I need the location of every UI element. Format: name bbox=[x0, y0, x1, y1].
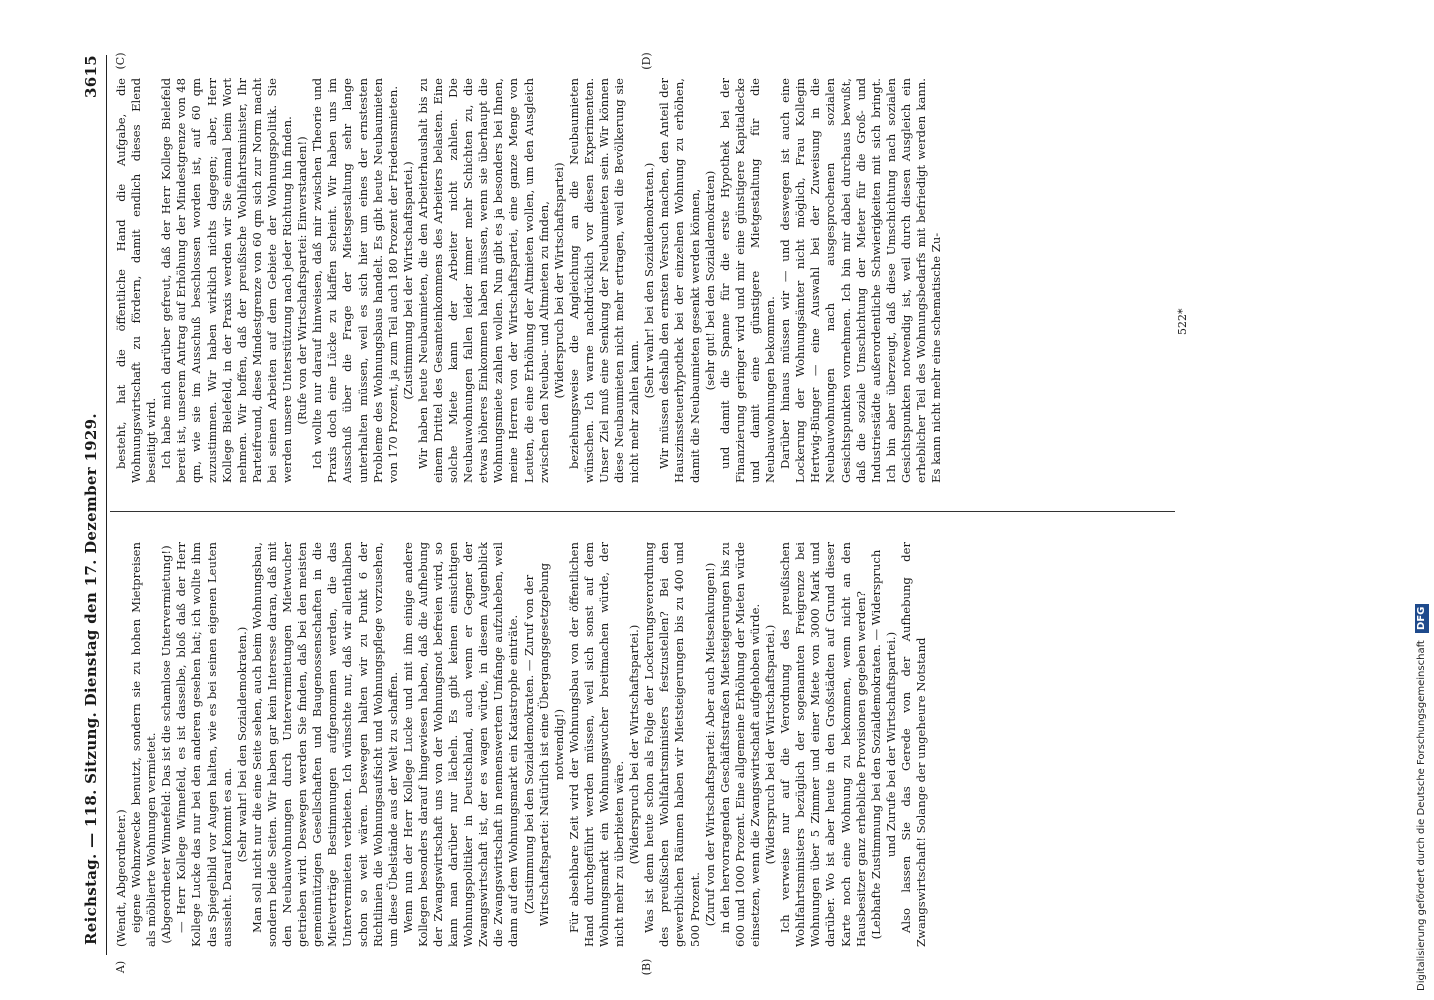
margin-marker-a: A) bbox=[114, 960, 127, 974]
paragraph: und damit die Spanne für die erste Hypothek bei der Finanzierung geringer wird und mir eine günstigere Kapitaldecke und damit eine günstigere Mietgestaltung für die Neubauwohnungen bekommen. bbox=[717, 78, 778, 483]
interjection: (Zustimmung bei den Sozialdemokraten. — Zuruf von der Wirtschaftspartei: Natürlich ist eine Übergangsgesetzgebung notwendig!) bbox=[521, 562, 566, 927]
paragraph: eigene Wohnzwecke benutzt, sondern sie zu hohen Mietpreisen als möblierte Wohnungen vermietet. bbox=[129, 542, 159, 947]
interjection: (Widerspruch bei der Wirtschaftspartei.) bbox=[627, 624, 642, 865]
interjection: (sehr gut! bei den Sozialdemokraten) bbox=[702, 170, 717, 391]
paragraph: Wenn nun der Herr Kollege Lucke und mit ihm einige andere Kollegen besonders darauf hingewiesen haben, daß die Aufhebung der Zwangswirtschaft uns von der Wohnungsnot befreien wird, so kann man darüber nur lächeln. Es gibt keinen einsichtigen Wohnungspolitiker in Deutschland, auch wenn er Gegner der Zwangswirtschaft ist, der es wagen würde, in diesem Augenblick die Zwangswirtschaft in nennenswertem Umfange aufzuheben, weil dann auf dem Wohnungsmarkt ein Katastrophe einträte. bbox=[400, 542, 521, 947]
header-title: Reichstag. — 118. Sitzung. Dienstag den 17. Dezember 1929. bbox=[82, 413, 100, 945]
margin-marker-b: (B) bbox=[640, 958, 653, 976]
signature-mark: 522* bbox=[1176, 308, 1189, 335]
margin-marker-c: (C) bbox=[114, 52, 127, 70]
paragraph: Darüber hinaus müssen wir — und deswegen ist auch eine Lockerung der Wohnungsämter nicht möglich, Frau Kollegin Hertwig-Bünger — eine Auswahl bei der Zuweisung in die Neubauwohnungen nach ausgesprochenen sozialen Gesichtspunkten vornehmen. Ich bin mir dabei durchaus bewußt, daß die soziale Umschichtung der Mieter für die Groß- und Industriestädte außerordentliche Schwierigkeiten mit sich bringt. Ich bin aber überzeugt, daß diese Umschichtung nach sozialen Gesichtspunkten notwendig ist, weil durch diesen Ausgleich ein erheblicher Teil des Wohnungsbedarfs mit befriedigt werden kann. Es kann nicht mehr eine schematische Zu- bbox=[778, 78, 944, 483]
paragraph: Was ist denn heute schon als Folge der Lockerungsverordnung des preußischen Wohlfahrtsministers festzustellen? Bei den gewerblichen Räumen haben wir Mietsteigerungen bis zu 400 und 500 Prozent. bbox=[642, 542, 702, 947]
rotated-page bbox=[80, 52, 1220, 976]
digitization-text: Digitalisierung gefördert durch die Deutsche Forschungsgemeinschaft bbox=[1416, 640, 1427, 991]
right-column bbox=[114, 78, 1174, 483]
paragraph: Wir haben heute Neubaumieten, die den Arbeiterhaushalt bis zu einem Drittel des Gesamteinkommens des Arbeiters belasten. Eine solche Miete kann der Arbeiter nicht zahlen. Die Neubauwohnungen fallen leider immer mehr Schichten zu, die etwas höheres Einkommen haben müssen, wenn sie überhaupt die Wohnungsmiete zahlen wollen. Nun gibt es ja besonders bei Ihnen, meine Herren von der Wirtschaftspartei, eine ganze Menge von Leuten, die eine Erhöhung der Altmieten wollen, um den Ausgleich zwischen den Neubau- und Altmieten zu finden, bbox=[415, 78, 551, 483]
left-column bbox=[114, 542, 1174, 947]
dfg-logo: DFG bbox=[1415, 604, 1429, 633]
interjection: (Lebhafte Zustimmung bei den Sozialdemokraten. — Widerspruch und Zurufe bei der Wirtschaftspartei.) bbox=[868, 549, 898, 940]
interjection: (Sehr wahr! bei den Sozialdemokraten.) bbox=[234, 626, 249, 863]
speaker-label: (Wendt, Abgeordneter.) bbox=[114, 809, 128, 947]
paragraph: Ich habe mich darüber gefreut, daß der Herr Kollege Bielefeld bereit ist, unserem Antrag auf Erhöhung der Mindestgrenze von 48 qm, wie sie im Ausschuß beschlossen worden ist, auf 60 qm zuzustimmen. Wir haben wirklich nichts dagegen; aber, Herr Kollege Bielefeld, in der Praxis werden wir Sie einmal beim Wort nehmen. Wir hoffen, daß der preußische Wohlfahrtsminister, Ihr Parteifreund, diese Mindestgrenze von 60 qm sich zur Norm macht bei seinen Arbeiten auf dem Gebiete der Wohnungspolitik. Sie werden unsere Unterstützung nach jeder Richtung hin finden. bbox=[159, 78, 295, 483]
interjection: (Rufe von der Wirtschaftspartei: Einverstanden!) bbox=[295, 136, 310, 425]
interjection: (Sehr wahr! bei den Sozialdemokraten.) bbox=[642, 162, 657, 399]
interjection: (Zuruf von der Wirtschaftspartei: Aber auch Mietsenkungen!) bbox=[702, 562, 717, 927]
page-header bbox=[80, 55, 107, 955]
page-number: 3615 bbox=[82, 55, 100, 98]
interjection: (Widerspruch bei der Wirtschaftspartei.) bbox=[763, 624, 778, 865]
paragraph: — Herr Kollege Winnefeld, es ist dasselbe, bloß daß der Herr Kollege Lucke das nur bei den anderen gesehen hat; ich wollte ihm das Spiegelbild vor Augen halten, wie es bei seinen eigenen Leuten aussieht. Darauf kommt es an. bbox=[174, 542, 234, 947]
digitization-note bbox=[1406, 6, 1430, 996]
paragraph: besteht, hat die öffentliche Hand die Aufgabe, die Wohnungswirtschaft zu fördern, damit endlich dieses Elend beseitigt wird. bbox=[114, 78, 159, 483]
interjection: (Abgeordneter Winnefeld: Das ist die schamlose Untervermietung!) bbox=[159, 545, 174, 944]
paragraph: Ich wollte nur darauf hinweisen, daß mir zwischen Theorie und Praxis doch eine Lücke zu klaffen scheint. Wir haben uns im Ausschuß über die Frage der Mietsgestaltung sehr lange unterhalten müssen, weil es sich hier um eines der ernstesten Probleme des Wohnungsbaus handelt. Es gibt heute Neubaumieten von 170 Prozent, ja zum Teil auch 180 Prozent der Friedensmieten. bbox=[310, 78, 400, 483]
margin-marker-d: (D) bbox=[640, 52, 653, 70]
paragraph: beziehungsweise die Angleichung an die Neubaumieten wünschen. Ich warne nachdrücklich vor diesen Experimenten. Unser Ziel muß eine Senkung der Neubaumieten sein. Wir können diese Neubaumieten nicht mehr ertragen, weil die Bevölkerung sie nicht mehr zahlen kann. bbox=[566, 78, 642, 483]
paragraph: Ich verweise nur auf die Verordnung des preußischen Wohlfahrtsministers bezüglich der sogenannten Freigrenze bei Wohnungen über 5 Zimmer und einer Miete von 3000 Mark und darüber. Wo ist aber heute in den Großstädten auf Grund dieser Karte noch eine Wohnung zu bekommen, wenn nicht an den Hausbesitzer ganz erhebliche Provisionen gegeben werden? bbox=[778, 542, 868, 947]
paragraph: Man soll nicht nur die eine Seite sehen, auch beim Wohnungsbau, sondern beide Seiten. Wir haben gar kein Interesse daran, daß mit den Neubauwohnungen durch Untervermietungen Mietwucher getrieben wird. Deswegen werden Sie finden, daß bei den meisten gemeinnützigen Gesellschaften und Baugenossenschaften in die Mietverträge Bestimmungen aufgenommen werden, die das Untervermieten verbieten. Ich wünschte nur, daß wir allenthalben schon so weit wären. Deswegen halten wir zu Punkt 6 der Richtlinien die Wohnungsaufsicht und Wohnungspflege vorzusehen, um diese Übelstände aus der Welt zu schaffen. bbox=[249, 542, 400, 947]
paragraph: Also lassen Sie das Gerede von der Aufhebung der Zwangswirtschaft! Solange der ungeheure Notstand bbox=[898, 542, 928, 947]
interjection: (Widerspruch bei der Wirtschaftspartei) bbox=[551, 162, 566, 399]
paragraph: Für absehbare Zeit wird der Wohnungsbau von der öffentlichen Hand durchgeführt werden müssen, weil sich sonst auf dem Wohnungsmarkt ein Wohnungswucher breitmachen würde, der nicht mehr zu überbieten wäre. bbox=[566, 542, 627, 947]
interjection: (Zustimmung bei der Wirtschaftspartei.) bbox=[400, 161, 415, 400]
paragraph: in den hervorragenden Geschäftsstraßen Mietsteigerungen bis zu 600 und 1000 Prozent. Eine allgemeine Erhöhung der Mieten würde einsetzen, wenn die Zwangswirtschaft aufgehoben würde. bbox=[717, 542, 762, 947]
column-divider bbox=[110, 511, 1175, 512]
paragraph: Wir müssen deshalb den ernsten Versuch machen, den Anteil der Hauszinssteuerhypothek bei der einzelnen Wohnung zu erhöhen, damit die Neubaumieten gesenkt werden können, bbox=[657, 78, 702, 483]
